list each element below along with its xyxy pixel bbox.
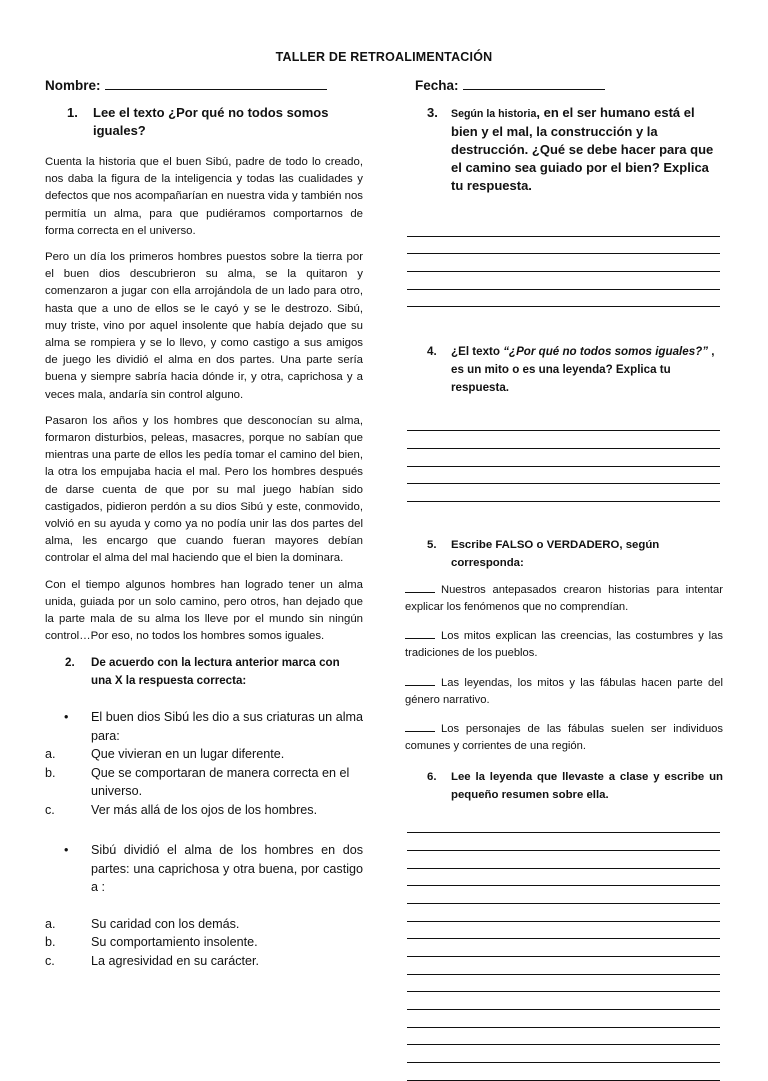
name-field (45, 77, 327, 93)
option-1b[interactable] (45, 764, 363, 801)
question-2-heading (45, 654, 363, 690)
question-6-number: 6. (427, 770, 437, 783)
question-2-item-1-stem (45, 708, 363, 745)
option-text: Su comportamiento insolente. (91, 935, 258, 950)
option-1a[interactable] (45, 745, 363, 764)
name-label: Nombre: (45, 78, 101, 93)
item-stem-text: El buen dios Sibú les dio a sus criaturas un alma para: (91, 710, 363, 743)
option-2a[interactable] (45, 915, 363, 934)
question-2-item-2-stem (45, 841, 363, 897)
statement-text: Los mitos explican las creencias, las costumbres y las tradiciones de los pueblos. (405, 630, 723, 660)
true-false-item-3[interactable] (405, 675, 723, 709)
question-4-post: , es un mito o es una leyenda? Explica tu respuesta. (451, 345, 715, 395)
right-column (405, 104, 723, 1081)
option-text: Que vivieran en un lugar diferente. (91, 747, 285, 762)
option-text: Su caridad con los demás. (91, 916, 240, 931)
option-letter: b. (45, 765, 56, 780)
question-5-heading (405, 536, 723, 572)
option-1c[interactable] (45, 801, 363, 820)
question-1-text: Lee el texto ¿Por qué no todos somos iguales? (93, 105, 329, 138)
question-4-heading (405, 343, 723, 397)
statement-text: Los personajes de las fábulas suelen ser individuos comunes y corrientes de una región. (405, 723, 723, 753)
answer-blank[interactable] (405, 675, 435, 686)
question-3-number: 3. (427, 105, 438, 120)
date-label: Fecha: (415, 78, 459, 93)
answer-blank[interactable] (405, 582, 435, 593)
reading-paragraph-3: Pasaron los años y los hombres que desconocían su alma, formaron disturbios, peleas, masacres, porque no sabían que mientras una parte de ellos les pedía tomar el camino del bien, la otra los empujaba hacia el mal. Pero los hombres después de darse cuenta de que por su mal juego habían sido castigados, pidieron perdón a su dios Sibú y este, conmovido, volvió en su ayuda y como ya no podía unir las dos partes del alma, les encargo que cuando fueran mayores debían controlar el alma del mal haciendo que el bien la dominara. (45, 414, 363, 565)
question-4-number: 4. (427, 345, 437, 359)
question-6-text: Lee la leyenda que llevaste a clase y escribe un pequeño resumen sobre ella. (451, 770, 723, 801)
question-4-quote: “¿Por qué no todos somos iguales?” (503, 345, 709, 359)
statement-text: Las leyendas, los mitos y las fábulas hacen parte del género narrativo. (405, 676, 723, 706)
reading-paragraph-4: Con el tiempo algunos hombres han logrado tener un alma unida, guiada por un solo camino, pero otros, han dejado que la parte mala de su alma los lleve por el mundo sin ningún control…Por eso, no todos los hombres somos iguales. (45, 578, 363, 643)
date-blank[interactable] (463, 77, 605, 90)
question-3-text: , en el ser humano está el bien y el mal, la construcción y la destrucción. ¿Qué se debe hacer para que el camino sea guiado por el bien? Explica tu respuesta. (451, 105, 714, 193)
question-1-number: 1. (67, 105, 78, 120)
option-2b[interactable] (45, 933, 363, 952)
question-6-heading (405, 768, 723, 804)
date-field (415, 77, 605, 93)
question-3-answer-lines[interactable] (405, 219, 723, 307)
question-5-number: 5. (427, 538, 437, 551)
question-1-heading (45, 104, 363, 140)
reading-paragraph-2: Pero un día los primeros hombres puestos sobre la tierra por el buen dios descubrieron su alma, se la quitaron y comenzaron a jugar con ella arrojándola de un lado para otro, hasta que a uno de ellos se le cayó y se le destrozo. Sibú, muy triste, vino por aquel insolente que había dejado que su alma se rompiera y se lo llevo, y como castigo a sus amigos de juego les dividió el alma en dos partes. Una parte sería buena y siempre sabría hacia dónde ir, y otra, caprichosa y a veces mala, andaría sin control alguno. (45, 251, 363, 401)
option-2c[interactable] (45, 952, 363, 971)
left-column (45, 104, 363, 970)
question-2-number: 2. (65, 656, 75, 670)
answer-blank[interactable] (405, 721, 435, 732)
statement-text: Nuestros antepasados crearon historias para intentar explicar los fenómenos que no comprendían. (405, 583, 723, 614)
bullet-marker: • (64, 710, 69, 725)
option-letter: a. (45, 747, 56, 762)
item-stem-text: Sibú dividió el alma de los hombres en dos partes: una caprichosa y otra buena, por castigo a : (91, 843, 363, 895)
question-5-text: Escribe FALSO o VERDADERO, según corresponda: (451, 538, 660, 569)
option-text: Que se comportaran de manera correcta en el universo. (91, 765, 350, 799)
worksheet-title: TALLER DE RETROALIMENTACIÓN (275, 50, 493, 64)
question-2-text: De acuerdo con la lectura anterior marca con una X la respuesta correcta: (91, 656, 340, 688)
question-3-heading (405, 104, 723, 195)
true-false-item-4[interactable] (405, 721, 723, 755)
question-6-answer-lines[interactable] (405, 816, 723, 1081)
name-blank[interactable] (105, 77, 327, 90)
option-letter: a. (45, 916, 56, 931)
answer-blank[interactable] (405, 628, 435, 639)
bullet-marker: • (64, 843, 69, 858)
option-letter: c. (45, 802, 55, 817)
option-letter: c. (45, 953, 55, 968)
reading-paragraph-1: Cuenta la historia que el buen Sibú, padre de todo lo creado, nos daba la figura de la inteligencia y todas las cualidades y defectos que nos acompañarían en nuestra vida y también nos permitía un alma, para que pudiéramos comportarnos de forma correcta en el universo. (45, 156, 363, 237)
option-letter: b. (45, 935, 56, 950)
true-false-item-2[interactable] (405, 628, 723, 662)
question-4-pre: ¿El texto (451, 345, 504, 359)
option-text: La agresividad en su carácter. (91, 953, 260, 968)
question-4-answer-lines[interactable] (405, 413, 723, 501)
true-false-item-1[interactable] (405, 582, 723, 616)
option-text: Ver más allá de los ojos de los hombres. (91, 802, 318, 817)
question-3-lead: Según la historia (451, 108, 537, 120)
